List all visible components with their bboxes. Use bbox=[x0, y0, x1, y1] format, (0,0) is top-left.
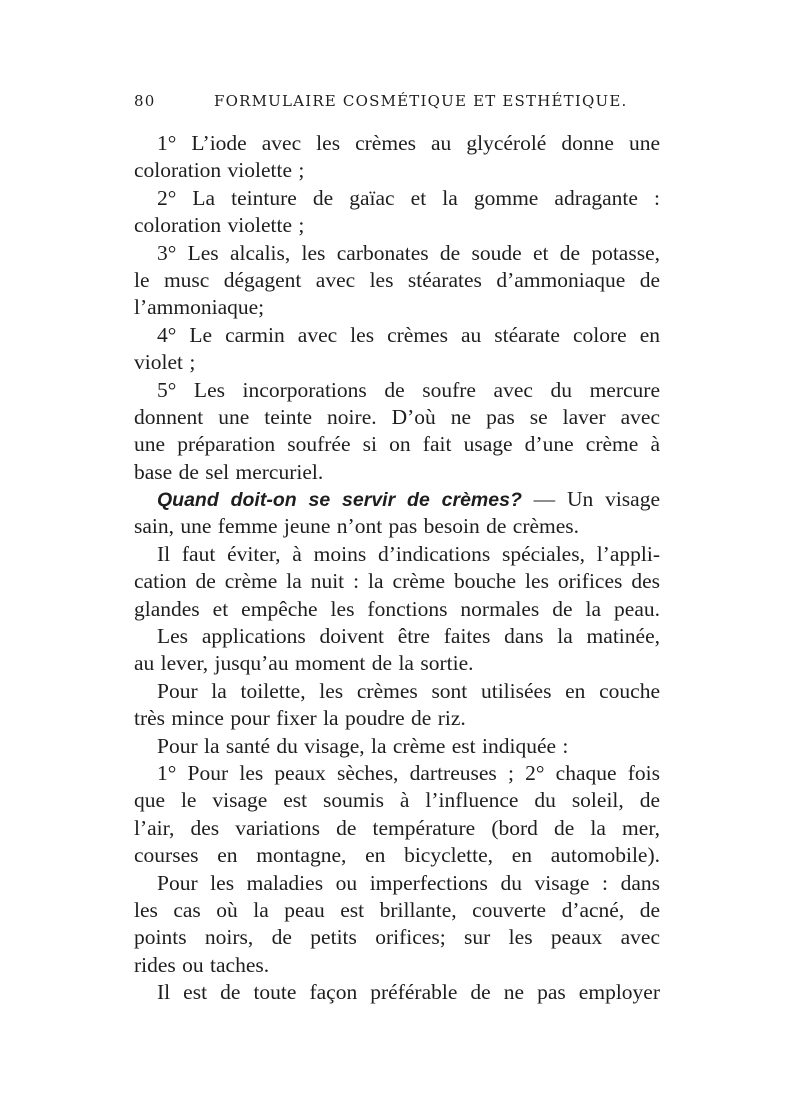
text-line bbox=[134, 130, 660, 157]
text-line bbox=[134, 486, 660, 513]
text-line bbox=[134, 952, 660, 979]
line-text: coloration violette ; bbox=[134, 158, 305, 183]
text-line bbox=[134, 924, 660, 951]
text-line bbox=[134, 322, 660, 349]
text-line bbox=[134, 212, 660, 239]
line-text: coloration violette ; bbox=[134, 213, 305, 238]
line-text: 5° Les incorporations de soufre avec du mercure bbox=[157, 377, 660, 402]
text-line bbox=[134, 623, 660, 650]
text-line bbox=[134, 650, 660, 677]
line-text: 1° L’iode avec les crèmes au glycérolé donne une bbox=[157, 131, 660, 155]
line-text: — Un visage bbox=[521, 487, 660, 512]
running-title: FORMULAIRE COSMÉTIQUE ET ESTHÉTIQUE. bbox=[214, 92, 628, 110]
text-line bbox=[134, 349, 660, 376]
text-line bbox=[134, 787, 660, 814]
text-line bbox=[134, 568, 660, 595]
line-text: 2° La teinture de gaïac et la gomme adragante : bbox=[157, 185, 660, 210]
text-line bbox=[134, 157, 660, 184]
line-text: les cas où la peau est brillante, couverte d’acné, de bbox=[134, 897, 660, 922]
text-line bbox=[134, 240, 660, 267]
line-text: violet ; bbox=[134, 350, 196, 375]
text-line bbox=[134, 897, 660, 924]
line-text: l’ammoniaque; bbox=[134, 295, 265, 320]
text-line bbox=[134, 294, 660, 321]
line-text: cation de crème la nuit : la crème bouche les orifices des bbox=[134, 569, 660, 594]
page-number: 80 bbox=[134, 92, 156, 110]
line-text: 1° Pour les peaux sèches, dartreuses ; 2° chaque fois bbox=[157, 760, 660, 785]
text-line bbox=[134, 979, 660, 1006]
text-line bbox=[134, 541, 660, 568]
text-line bbox=[134, 267, 660, 294]
text-line bbox=[134, 513, 660, 540]
line-text: au lever, jusqu’au moment de la sortie. bbox=[134, 651, 474, 676]
text-line bbox=[134, 459, 660, 486]
text-line bbox=[134, 185, 660, 212]
text-line bbox=[134, 842, 660, 869]
line-text: Il est de toute façon préférable de ne pas employer bbox=[157, 980, 660, 1005]
text-line bbox=[134, 870, 660, 897]
line-text: Pour les maladies ou imperfections du visage : dans bbox=[157, 870, 660, 895]
text-line bbox=[134, 431, 660, 458]
line-text: Pour la santé du visage, la crème est indiquée : bbox=[157, 733, 569, 758]
line-text: Pour la toilette, les crèmes sont utilisées en couche bbox=[157, 678, 660, 703]
line-text: une préparation soufrée si on fait usage d’une crème à bbox=[134, 432, 660, 457]
line-text: points noirs, de petits orifices; sur les peaux avec bbox=[134, 925, 660, 950]
text-line bbox=[134, 815, 660, 842]
body-text bbox=[134, 130, 660, 1007]
text-line bbox=[134, 733, 660, 760]
line-text: le musc dégagent avec les stéarates d’ammoniaque de bbox=[134, 267, 660, 292]
section-heading: Quand doit-on se servir de crèmes? bbox=[157, 489, 522, 512]
line-text: très mince pour fixer la poudre de riz. bbox=[134, 706, 466, 731]
text-line bbox=[134, 404, 660, 431]
line-text: courses en montagne, en bicyclette, en automobile). bbox=[134, 843, 660, 868]
text-line bbox=[134, 760, 660, 787]
line-text: l’air, des variations de température (bord de la mer, bbox=[134, 815, 660, 840]
line-text: que le visage est soumis à l’influence du soleil, de bbox=[134, 788, 660, 813]
line-text: sain, une femme jeune n’ont pas besoin de crèmes. bbox=[134, 514, 580, 539]
line-text: rides ou taches. bbox=[134, 952, 270, 977]
line-text: Il faut éviter, à moins d’indications spéciales, l’appli- bbox=[157, 541, 660, 566]
line-text: 3° Les alcalis, les carbonates de soude et de potasse, bbox=[157, 240, 660, 265]
line-text: base de sel mercuriel. bbox=[134, 459, 324, 484]
line-text: Les applications doivent être faites dans la matinée, bbox=[157, 624, 660, 649]
line-text: 4° Le carmin avec les crèmes au stéarate colore en bbox=[157, 322, 660, 347]
text-line bbox=[134, 678, 660, 705]
text-line bbox=[134, 705, 660, 732]
line-text: donnent une teinte noire. D’où ne pas se laver avec bbox=[134, 404, 660, 429]
line-text: glandes et empêche les fonctions normales de la peau. bbox=[134, 596, 660, 621]
text-line bbox=[134, 377, 660, 404]
text-line bbox=[134, 596, 660, 623]
